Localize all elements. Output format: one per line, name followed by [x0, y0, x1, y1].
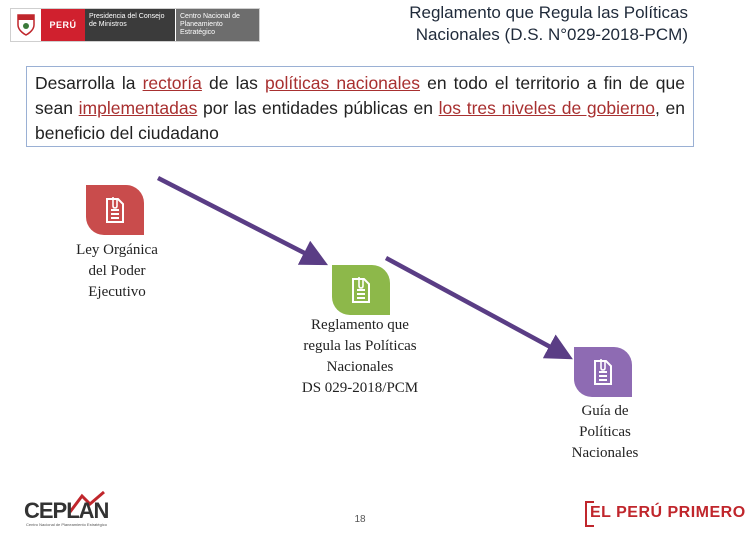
ceplan-logo-subtext: Centro Nacional de Planeamiento Estratégico — [26, 522, 107, 527]
step-1-line-1: Ley Orgánica — [76, 242, 158, 258]
ceplan-logo-text: CEPLAN — [24, 498, 109, 523]
document-icon — [103, 195, 127, 225]
step-2-line-4: DS 029-2018/PCM — [301, 380, 419, 396]
step-2-line-3: Nacionales — [326, 359, 394, 375]
desc-highlight-politicas: políticas nacionales — [265, 73, 421, 93]
step-2-tile — [332, 265, 390, 315]
step-3-tile — [574, 347, 632, 397]
ceplan-logo — [24, 490, 114, 532]
desc-text-3: en todo el territorio a fin de que sean — [35, 73, 685, 118]
title-line-1: Reglamento que Regula las Políticas — [409, 3, 688, 22]
desc-highlight-rectoria: rectoría — [142, 73, 202, 93]
desc-highlight-niveles: los tres niveles de gobierno — [438, 98, 655, 118]
step-3-line-2: Políticas — [579, 424, 631, 440]
desc-highlight-implementadas: implementadas — [78, 98, 198, 118]
desc-text-2: de las — [201, 73, 266, 93]
ceplan-header-label: Centro Nacional de Planeamiento Estratégico — [175, 9, 259, 41]
desc-text-5: , en beneficio del ciudadano — [35, 98, 686, 143]
step-3-line-3: Nacionales — [571, 445, 639, 461]
presidencia-label: Presidencia del Consejo de Ministros — [85, 9, 175, 41]
el-peru-primero-text: EL PERÚ PRIMERO — [590, 504, 746, 521]
step-1-line-3: Ejecutivo — [88, 284, 146, 300]
document-icon — [349, 275, 373, 305]
desc-text-1: Desarrolla la — [35, 73, 143, 93]
step-1-label — [42, 240, 192, 303]
step-2-line-1: Reglamento que — [311, 317, 409, 333]
step-2-line-2: regula las Políticas — [303, 338, 417, 354]
step-3-line-1: Guía de — [581, 403, 629, 419]
peru-label: PERÚ — [41, 9, 85, 41]
page-number: 18 — [354, 514, 366, 525]
document-icon — [591, 357, 615, 387]
step-2-label — [270, 315, 450, 399]
el-peru-primero-logo — [584, 500, 746, 528]
title-line-2: Nacionales (D.S. N°029-2018-PCM) — [415, 25, 688, 44]
desc-text-4: por las entidades públicas en — [197, 98, 439, 118]
step-1-tile — [86, 185, 144, 235]
step-3-label — [545, 401, 665, 464]
step-1-line-2: del Poder — [88, 263, 146, 279]
